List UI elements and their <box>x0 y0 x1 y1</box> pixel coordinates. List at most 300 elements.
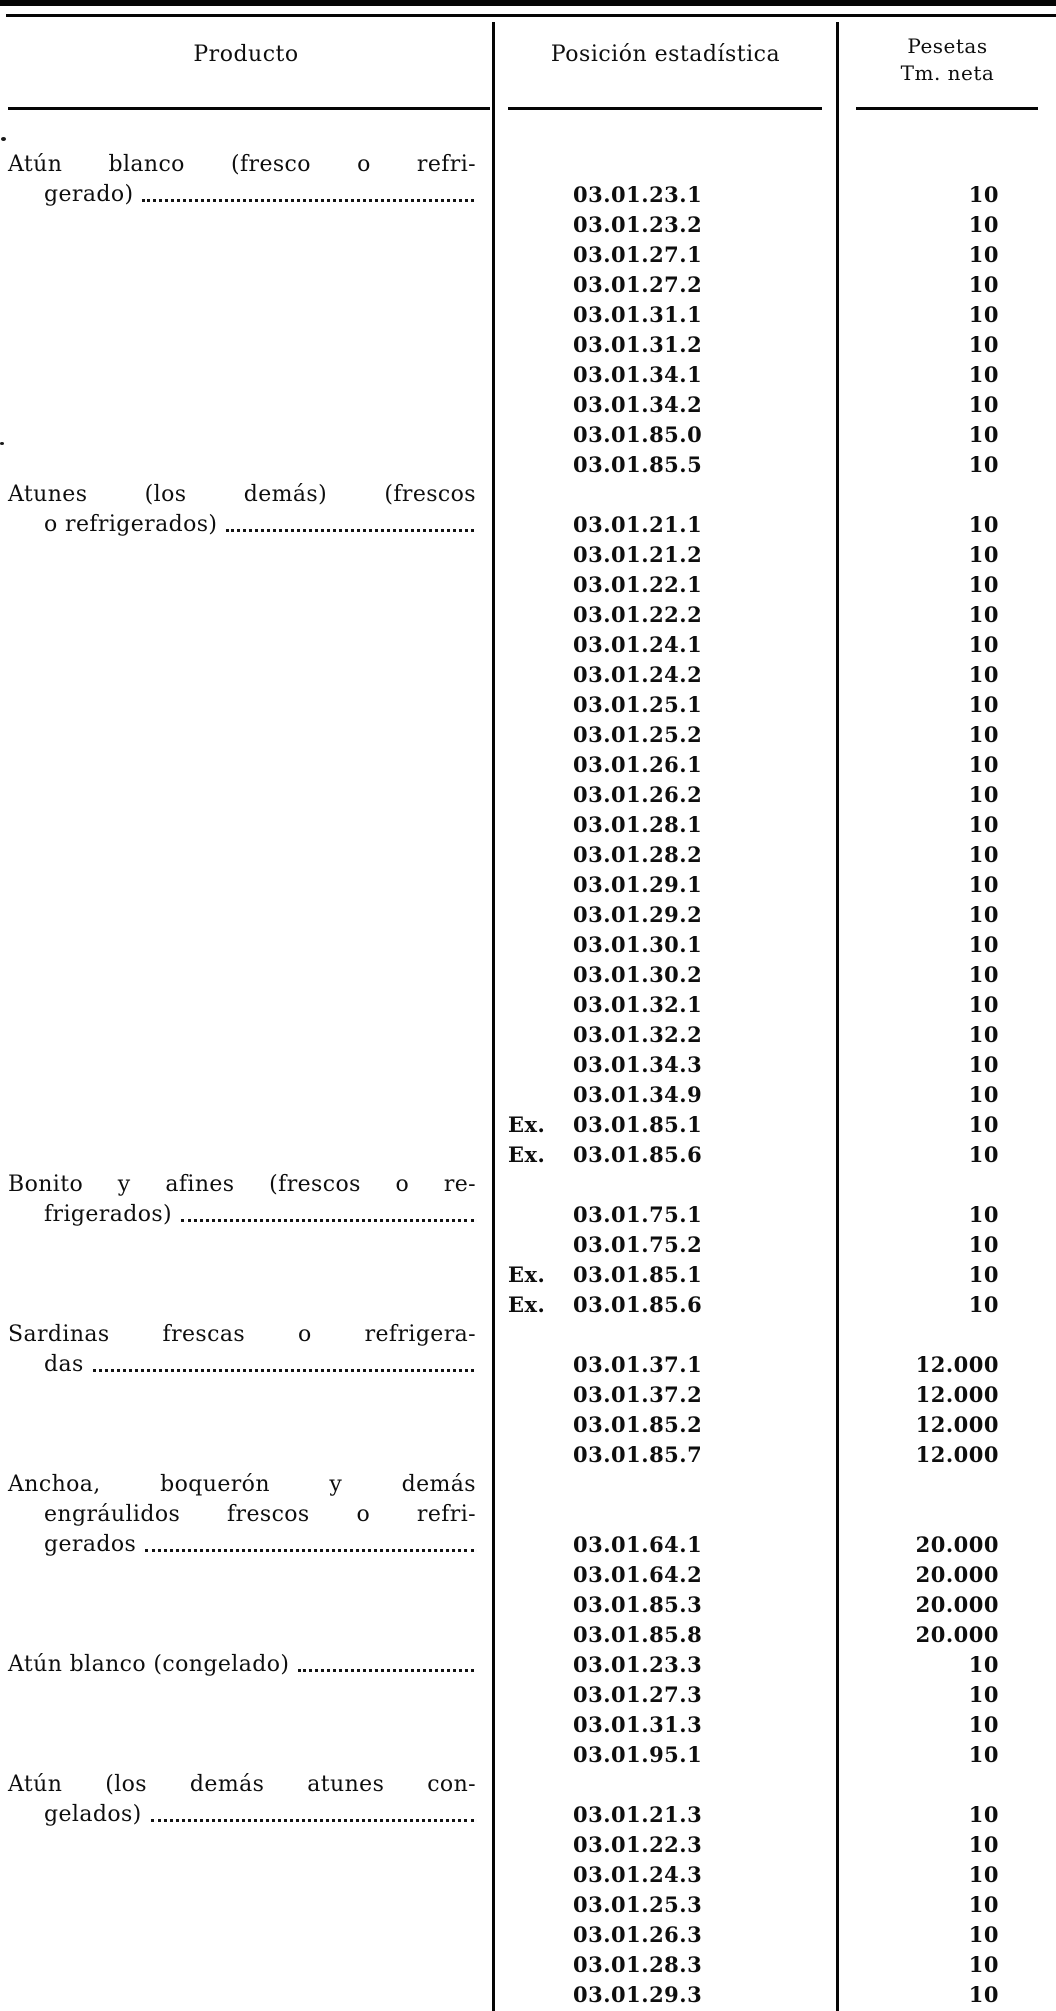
header-pesetas-line1: Pesetas <box>907 34 988 58</box>
product-cell <box>0 780 492 810</box>
product-cell <box>0 1140 492 1170</box>
position-code: 03.01.25.3 <box>573 1892 703 1917</box>
pesetas-value-cell: 10 <box>968 992 999 1017</box>
dot-leader <box>142 199 474 202</box>
product-cell <box>0 1350 492 1380</box>
position-code-cell <box>492 1350 836 1380</box>
product-line: Atún blanco (fresco o refri- <box>8 152 476 177</box>
position-code: 03.01.32.2 <box>573 1022 703 1047</box>
pesetas-value-cell: 10 <box>968 1052 999 1077</box>
table-row <box>0 840 1056 870</box>
product-cell <box>0 870 492 900</box>
position-code: 03.01.24.2 <box>573 662 703 687</box>
product-cell <box>0 690 492 720</box>
product-cell <box>0 1860 492 1890</box>
position-code-cell <box>492 1380 836 1410</box>
position-code: 03.01.85.6 <box>573 1292 703 1317</box>
product-cell <box>0 150 492 180</box>
product-line <box>8 180 476 210</box>
position-code-cell <box>492 540 836 570</box>
pesetas-value-cell: 10 <box>968 1262 999 1287</box>
position-code: 03.01.27.2 <box>573 272 703 297</box>
position-code-cell <box>492 1680 836 1710</box>
table-row <box>0 1830 1056 1860</box>
product-cell <box>0 1890 492 1920</box>
product-line-text: Atún blanco (congelado) <box>8 1652 290 1677</box>
top-rule-thin <box>6 14 1056 17</box>
position-code: 03.01.21.1 <box>573 512 703 537</box>
pesetas-value-cell: 10 <box>968 632 999 657</box>
product-cell <box>0 570 492 600</box>
position-code: 03.01.37.1 <box>573 1352 703 1377</box>
position-code-cell <box>492 960 836 990</box>
product-cell <box>0 1590 492 1620</box>
table-row <box>0 1680 1056 1710</box>
product-cell <box>0 960 492 990</box>
product-cell <box>0 1920 492 1950</box>
product-line <box>8 1200 476 1230</box>
position-code: 03.01.29.3 <box>573 1982 703 2007</box>
table-row <box>0 540 1056 570</box>
table-row <box>0 930 1056 960</box>
position-code: 03.01.23.2 <box>573 212 703 237</box>
product-line-text: das <box>44 1352 84 1377</box>
position-code: 03.01.34.9 <box>573 1082 703 1107</box>
product-cell <box>0 1080 492 1110</box>
table-row <box>0 390 1056 420</box>
product-cell <box>0 1290 492 1320</box>
position-code-cell <box>492 1530 836 1560</box>
product-cell <box>0 1830 492 1860</box>
product-cell <box>0 1950 492 1980</box>
position-code: 03.01.21.2 <box>573 542 703 567</box>
position-code: 03.01.37.2 <box>573 1382 703 1407</box>
table-row <box>0 1380 1056 1410</box>
table-row <box>0 480 1056 510</box>
table-row <box>0 1800 1056 1830</box>
table-row <box>0 1140 1056 1170</box>
product-cell <box>0 600 492 630</box>
pesetas-value-cell: 10 <box>968 722 999 747</box>
position-code-cell <box>492 390 836 420</box>
position-code-cell <box>492 780 836 810</box>
product-cell <box>0 510 492 540</box>
position-code: 03.01.85.6 <box>573 1142 703 1167</box>
pesetas-value-cell: 10 <box>968 1202 999 1227</box>
position-code-cell <box>492 330 836 360</box>
product-cell <box>0 540 492 570</box>
product-line: Atún (los demás atunes con- <box>8 1772 476 1797</box>
position-code: 03.01.30.2 <box>573 962 703 987</box>
pesetas-value-cell: 10 <box>968 1832 999 1857</box>
pesetas-value-cell <box>836 150 1056 180</box>
pesetas-value-cell: 12.000 <box>915 1412 999 1437</box>
product-cell <box>0 1050 492 1080</box>
position-code: 03.01.85.8 <box>573 1622 703 1647</box>
table-row <box>0 1650 1056 1680</box>
table-row <box>0 150 1056 180</box>
pesetas-value-cell: 10 <box>968 752 999 777</box>
product-cell <box>0 1020 492 1050</box>
position-code-cell <box>492 420 836 450</box>
table-row <box>0 210 1056 240</box>
position-code-cell <box>492 510 836 540</box>
position-code: 03.01.85.1 <box>573 1112 703 1137</box>
position-code: 03.01.29.2 <box>573 902 703 927</box>
product-line <box>8 1800 476 1830</box>
header-pesetas-tm-neta <box>839 33 1056 87</box>
position-code: 03.01.25.1 <box>573 692 703 717</box>
pesetas-value-cell: 10 <box>968 1082 999 1107</box>
table-row <box>0 1080 1056 1110</box>
product-cell <box>0 1980 492 2010</box>
product-cell <box>0 1650 492 1680</box>
pesetas-value-cell: 10 <box>968 182 999 207</box>
product-cell <box>0 840 492 870</box>
table-row <box>0 570 1056 600</box>
header-underline-product <box>8 107 490 110</box>
product-cell <box>0 1710 492 1740</box>
pesetas-value-cell: 10 <box>968 1682 999 1707</box>
position-code-cell <box>492 210 836 240</box>
dot-leader <box>181 1219 474 1222</box>
table-row <box>0 420 1056 450</box>
table-row <box>0 1260 1056 1290</box>
table-row <box>0 1860 1056 1890</box>
product-line: Sardinas frescas o refrigera- <box>8 1322 476 1347</box>
pesetas-value-cell <box>836 1500 1056 1530</box>
table-row <box>0 1350 1056 1380</box>
pesetas-value-cell: 10 <box>968 1742 999 1767</box>
position-code: 03.01.23.1 <box>573 182 703 207</box>
product-cell <box>0 450 492 480</box>
product-cell <box>0 1680 492 1710</box>
table-row <box>0 630 1056 660</box>
pesetas-value-cell: 10 <box>968 242 999 267</box>
position-code: 03.01.28.3 <box>573 1952 703 1977</box>
table-row <box>0 780 1056 810</box>
pesetas-value-cell: 10 <box>968 962 999 987</box>
table-row <box>0 1770 1056 1800</box>
product-cell <box>0 630 492 660</box>
table-row <box>0 600 1056 630</box>
pesetas-value-cell: 10 <box>968 1802 999 1827</box>
ex-prefix: Ex. <box>508 1142 546 1167</box>
position-code: 03.01.34.2 <box>573 392 703 417</box>
position-code-cell <box>492 1170 836 1200</box>
position-code-cell <box>492 630 836 660</box>
pesetas-value-cell: 10 <box>968 332 999 357</box>
product-cell <box>0 810 492 840</box>
pesetas-value-cell: 10 <box>968 1712 999 1737</box>
pesetas-value-cell: 10 <box>968 602 999 627</box>
dot-leader <box>226 529 474 532</box>
position-code-cell <box>492 660 836 690</box>
top-rule-thick <box>0 0 1056 6</box>
product-cell <box>0 360 492 390</box>
table-row <box>0 270 1056 300</box>
pesetas-value-cell: 12.000 <box>915 1352 999 1377</box>
position-code: 03.01.28.1 <box>573 812 703 837</box>
position-code-cell <box>492 240 836 270</box>
header-underline-pesetas <box>856 107 1038 110</box>
pesetas-value-cell: 20.000 <box>915 1562 999 1587</box>
table-row <box>0 330 1056 360</box>
product-cell <box>0 1230 492 1260</box>
pesetas-value-cell: 10 <box>968 872 999 897</box>
position-code-cell <box>492 1080 836 1110</box>
position-code: 03.01.34.3 <box>573 1052 703 1077</box>
pesetas-value-cell: 10 <box>968 1892 999 1917</box>
position-code: 03.01.31.2 <box>573 332 703 357</box>
pesetas-value-cell <box>836 1770 1056 1800</box>
ex-prefix: Ex. <box>508 1112 546 1137</box>
product-cell <box>0 1110 492 1140</box>
pesetas-value-cell: 12.000 <box>915 1382 999 1407</box>
position-code-cell <box>492 930 836 960</box>
table-row <box>0 1440 1056 1470</box>
table-row <box>0 1200 1056 1230</box>
table-row <box>0 1500 1056 1530</box>
position-code-cell <box>492 1200 836 1230</box>
position-code: 03.01.24.3 <box>573 1862 703 1887</box>
position-code-cell <box>492 870 836 900</box>
product-cell <box>0 1170 492 1200</box>
product-cell <box>0 270 492 300</box>
table-row <box>0 1560 1056 1590</box>
position-code: 03.01.75.2 <box>573 1232 703 1257</box>
pesetas-value-cell: 10 <box>968 1022 999 1047</box>
product-cell <box>0 300 492 330</box>
position-code-cell <box>492 1050 836 1080</box>
position-code-cell <box>492 1890 836 1920</box>
table-row <box>0 1980 1056 2010</box>
table-row <box>0 810 1056 840</box>
product-cell <box>0 1440 492 1470</box>
table-row <box>0 1620 1056 1650</box>
table-row <box>0 1170 1056 1200</box>
ex-prefix: Ex. <box>508 1292 546 1317</box>
position-code-cell <box>492 1020 836 1050</box>
product-cell <box>0 1410 492 1440</box>
pesetas-value-cell <box>836 1320 1056 1350</box>
position-code-cell <box>492 990 836 1020</box>
position-code-cell <box>492 1440 836 1470</box>
table-row <box>0 960 1056 990</box>
product-cell <box>0 1200 492 1230</box>
pesetas-value-cell <box>836 1170 1056 1200</box>
product-cell <box>0 210 492 240</box>
position-code-cell <box>492 750 836 780</box>
table-row <box>0 1590 1056 1620</box>
product-cell <box>0 1530 492 1560</box>
position-code: 03.01.28.2 <box>573 842 703 867</box>
ex-prefix: Ex. <box>508 1262 546 1287</box>
position-code: 03.01.23.3 <box>573 1652 703 1677</box>
product-cell <box>0 1260 492 1290</box>
pesetas-value-cell: 10 <box>968 1952 999 1977</box>
pesetas-value-cell: 10 <box>968 572 999 597</box>
header-posicion-estadistica: Posición estadística <box>550 42 781 67</box>
position-code-cell <box>492 1740 836 1770</box>
position-code: 03.01.85.7 <box>573 1442 703 1467</box>
position-code-cell <box>492 1230 836 1260</box>
product-cell <box>0 990 492 1020</box>
table-row <box>0 180 1056 210</box>
product-line <box>8 510 476 540</box>
position-code-cell <box>492 1320 836 1350</box>
position-code-cell <box>492 1110 836 1140</box>
pesetas-value-cell: 10 <box>968 1862 999 1887</box>
position-code: 03.01.25.2 <box>573 722 703 747</box>
position-code-cell <box>492 840 836 870</box>
table-row <box>0 1470 1056 1500</box>
position-code: 03.01.26.3 <box>573 1922 703 1947</box>
table-row <box>0 1920 1056 1950</box>
position-code: 03.01.22.2 <box>573 602 703 627</box>
position-code: 03.01.26.2 <box>573 782 703 807</box>
pesetas-value-cell: 10 <box>968 512 999 537</box>
table-row <box>0 1050 1056 1080</box>
pesetas-value-cell <box>836 1470 1056 1500</box>
position-code-cell <box>492 900 836 930</box>
position-code-cell <box>492 1770 836 1800</box>
pesetas-value-cell: 10 <box>968 1982 999 2007</box>
table-row <box>0 450 1056 480</box>
pesetas-value-cell: 10 <box>968 302 999 327</box>
position-code: 03.01.34.1 <box>573 362 703 387</box>
position-code: 03.01.85.5 <box>573 452 703 477</box>
position-code-cell <box>492 690 836 720</box>
pesetas-value-cell: 10 <box>968 932 999 957</box>
product-line <box>8 1530 476 1560</box>
position-code-cell <box>492 150 836 180</box>
position-code-cell <box>492 570 836 600</box>
product-cell <box>0 420 492 450</box>
table-row <box>0 360 1056 390</box>
position-code-cell <box>492 1860 836 1890</box>
product-cell <box>0 1740 492 1770</box>
pesetas-value-cell: 12.000 <box>915 1442 999 1467</box>
pesetas-value-cell: 10 <box>968 1142 999 1167</box>
table-row <box>0 870 1056 900</box>
position-code: 03.01.30.1 <box>573 932 703 957</box>
product-line: engráulidos frescos o refri- <box>44 1502 476 1527</box>
product-cell <box>0 1800 492 1830</box>
product-cell <box>0 750 492 780</box>
position-code: 03.01.85.2 <box>573 1412 703 1437</box>
position-code: 03.01.26.1 <box>573 752 703 777</box>
position-code: 03.01.32.1 <box>573 992 703 1017</box>
position-code-cell <box>492 480 836 510</box>
product-cell <box>0 1560 492 1590</box>
table-row <box>0 1320 1056 1350</box>
position-code: 03.01.31.1 <box>573 302 703 327</box>
product-cell <box>0 1380 492 1410</box>
table-row <box>0 510 1056 540</box>
dot-leader <box>151 1819 474 1822</box>
position-code-cell <box>492 1260 836 1290</box>
product-line <box>8 1650 476 1680</box>
pesetas-value-cell: 20.000 <box>915 1622 999 1647</box>
pesetas-value-cell: 10 <box>968 902 999 927</box>
position-code-cell <box>492 1620 836 1650</box>
table-row <box>0 750 1056 780</box>
table-row <box>0 1710 1056 1740</box>
position-code-cell <box>492 1650 836 1680</box>
pesetas-value-cell: 10 <box>968 782 999 807</box>
table-body <box>0 150 1056 2010</box>
table-row <box>0 1740 1056 1770</box>
pesetas-value-cell: 10 <box>968 452 999 477</box>
position-code-cell <box>492 720 836 750</box>
dot-leader <box>145 1549 474 1552</box>
product-cell <box>0 1470 492 1500</box>
table-row <box>0 1230 1056 1260</box>
position-code: 03.01.21.3 <box>573 1802 703 1827</box>
pesetas-value-cell: 10 <box>968 362 999 387</box>
header-pesetas-line2: Tm. neta <box>900 61 995 85</box>
pesetas-value-cell: 10 <box>968 1112 999 1137</box>
table-row <box>0 1890 1056 1920</box>
pesetas-value-cell: 10 <box>968 812 999 837</box>
position-code: 03.01.27.3 <box>573 1682 703 1707</box>
product-cell <box>0 390 492 420</box>
position-code: 03.01.22.3 <box>573 1832 703 1857</box>
position-code-cell <box>492 1470 836 1500</box>
product-line <box>8 1350 476 1380</box>
position-code-cell <box>492 360 836 390</box>
pesetas-value-cell: 10 <box>968 1652 999 1677</box>
pesetas-value-cell: 10 <box>968 692 999 717</box>
product-line-text: gerado) <box>44 182 134 207</box>
position-code: 03.01.24.1 <box>573 632 703 657</box>
table-row <box>0 690 1056 720</box>
position-code-cell <box>492 270 836 300</box>
product-cell <box>0 720 492 750</box>
table-row <box>0 300 1056 330</box>
position-code: 03.01.75.1 <box>573 1202 703 1227</box>
product-cell <box>0 660 492 690</box>
table-row <box>0 1530 1056 1560</box>
table-row <box>0 900 1056 930</box>
position-code: 03.01.85.0 <box>573 422 703 447</box>
position-code: 03.01.64.1 <box>573 1532 703 1557</box>
product-line-text: gerados <box>44 1532 137 1557</box>
product-cell <box>0 1620 492 1650</box>
product-cell <box>0 180 492 210</box>
position-code-cell <box>492 1590 836 1620</box>
header-producto: Producto <box>193 42 299 67</box>
position-code: 03.01.22.1 <box>573 572 703 597</box>
position-code-cell <box>492 1560 836 1590</box>
product-cell <box>0 900 492 930</box>
position-code-cell <box>492 180 836 210</box>
product-cell <box>0 240 492 270</box>
position-code-cell <box>492 1140 836 1170</box>
position-code-cell <box>492 1800 836 1830</box>
product-line-text: frigerados) <box>44 1202 173 1227</box>
position-code: 03.01.95.1 <box>573 1742 703 1767</box>
position-code-cell <box>492 1830 836 1860</box>
product-cell <box>0 1770 492 1800</box>
table-row <box>0 990 1056 1020</box>
pesetas-value-cell: 10 <box>968 842 999 867</box>
pesetas-value-cell: 10 <box>968 422 999 447</box>
scan-artifact <box>1 137 6 141</box>
product-line: Anchoa, boquerón y demás <box>8 1472 476 1497</box>
product-cell <box>0 480 492 510</box>
